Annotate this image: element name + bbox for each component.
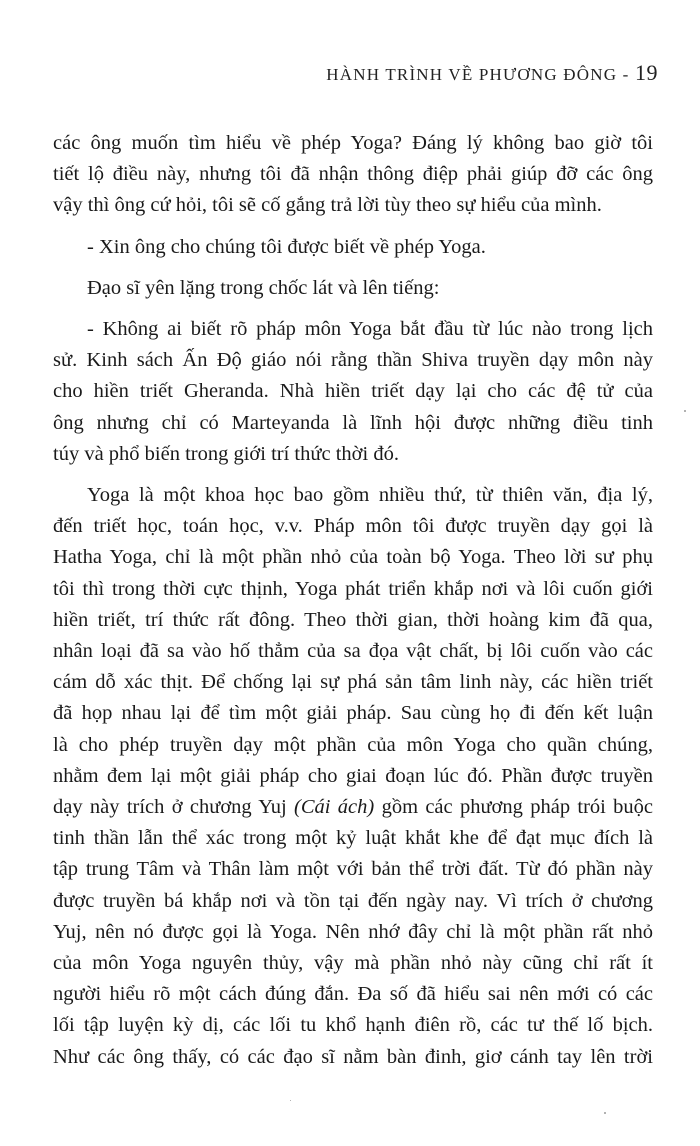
text-line: ông nhưng chỉ có Marteyanda là lĩnh hội được những điều tinh (53, 411, 653, 434)
text-line: tôi thì trong thời cực thịnh, Yoga phát triển khắp nơi và lôi cuốn giới (53, 577, 653, 600)
running-head-separator: - (622, 65, 630, 84)
running-title: HÀNH TRÌNH VỀ PHƯƠNG ĐÔNG (326, 65, 618, 84)
text-line: tiết lộ điều này, nhưng tôi đã nhận thông điệp phải giúp đỡ các ông (53, 163, 653, 186)
paper-speck (290, 1100, 291, 1101)
text-line: tập trung Tâm và Thân làm một với bản thể trời đất. Từ đó phần này (53, 858, 653, 881)
text-line: cho hiền triết Gheranda. Nhà hiền triết dạy lại cho các đệ tử của (53, 380, 653, 403)
text-line: vậy thì ông cứ hỏi, tôi sẽ cố gắng trả lời tùy theo sự hiểu của mình. (53, 194, 602, 217)
running-head (326, 60, 658, 86)
text-line: Yuj, nên nó được gọi là Yoga. Nên nhớ đây chỉ là một phần rất nhỏ (53, 920, 653, 943)
text-line: được truyền bá khắp nơi và tồn tại đến ngày nay. Vì trích ở chương (53, 889, 653, 912)
text-line: đến triết học, toán học, v.v. Pháp môn tôi được truyền dạy gọi là (53, 515, 653, 538)
text-segment: gồm các phương pháp trói buộc (374, 796, 654, 819)
text-line: Yoga là một khoa học bao gồm nhiều thứ, từ thiên văn, địa lý, (87, 484, 653, 507)
paragraph-4 (53, 314, 653, 470)
text-line: của môn Yoga nguyên thủy, vậy mà phần nhỏ này cũng chỉ rất ít (53, 952, 653, 975)
page-number: 19 (635, 60, 658, 85)
text-line: nhân loại đã sa vào hố thẳm của sa đọa vật chất, bị lôi cuốn vào các (53, 640, 653, 663)
text-line: các ông muốn tìm hiểu về phép Yoga? Đáng lý không bao giờ tôi (53, 132, 653, 154)
text-line: cám dỗ xác thịt. Để chống lại sự phá sản tâm linh này, các hiền triết (53, 671, 653, 694)
text-line: tinh thần lẫn thể xác trong một kỷ luật khắt khe để đạt mục đích là (53, 827, 653, 850)
paragraph-3: Đạo sĩ yên lặng trong chốc lát và lên tiếng: (87, 276, 440, 299)
body-text (53, 128, 653, 1073)
text-line: là cho phép truyền dạy một phần của môn Yoga cho quần chúng, (53, 733, 653, 756)
text-line-with-italic (53, 792, 653, 823)
text-line: lối tập luyện kỳ dị, các lối tu khổ hạnh điên rồ, các tư thế lố bịch. (53, 1014, 653, 1037)
paragraph-1 (53, 128, 653, 222)
paragraph-5 (53, 480, 653, 1073)
text-line: hiền triết, trí thức rất đông. Theo thời gian, thời hoàng kim đã qua, (53, 608, 653, 631)
paper-speck (684, 410, 686, 412)
text-segment: dạy này trích ở chương Yuj (53, 796, 295, 819)
paper-speck (604, 1112, 606, 1114)
text-line: sử. Kinh sách Ấn Độ giáo nói rằng thần Shiva truyền dạy môn này (53, 349, 653, 372)
paragraph-2: - Xin ông cho chúng tôi được biết về phép Yoga. (87, 235, 486, 258)
text-line: - Không ai biết rõ pháp môn Yoga bắt đầu từ lúc nào trong lịch (87, 318, 653, 341)
text-line: túy và phổ biến trong giới trí thức thời đó. (53, 442, 399, 465)
text-line: Hatha Yoga, chỉ là một phần nhỏ của toàn bộ Yoga. Theo lời sư phụ (53, 546, 653, 569)
text-line: nhằm đem lại một giải pháp cho giai đoạn lúc đó. Phần được truyền (53, 764, 653, 787)
text-line: đã họp nhau lại để tìm một giải pháp. Sau cùng họ đi đến kết luận (53, 702, 653, 725)
text-line: người hiểu rõ một cách đúng đắn. Đa số đã hiểu sai nên mới có các (53, 983, 653, 1006)
italic-term: (Cái ách) (294, 796, 375, 819)
text-line: Như các ông thấy, có các đạo sĩ nằm bàn đinh, giơ cánh tay lên trời (53, 1045, 653, 1068)
